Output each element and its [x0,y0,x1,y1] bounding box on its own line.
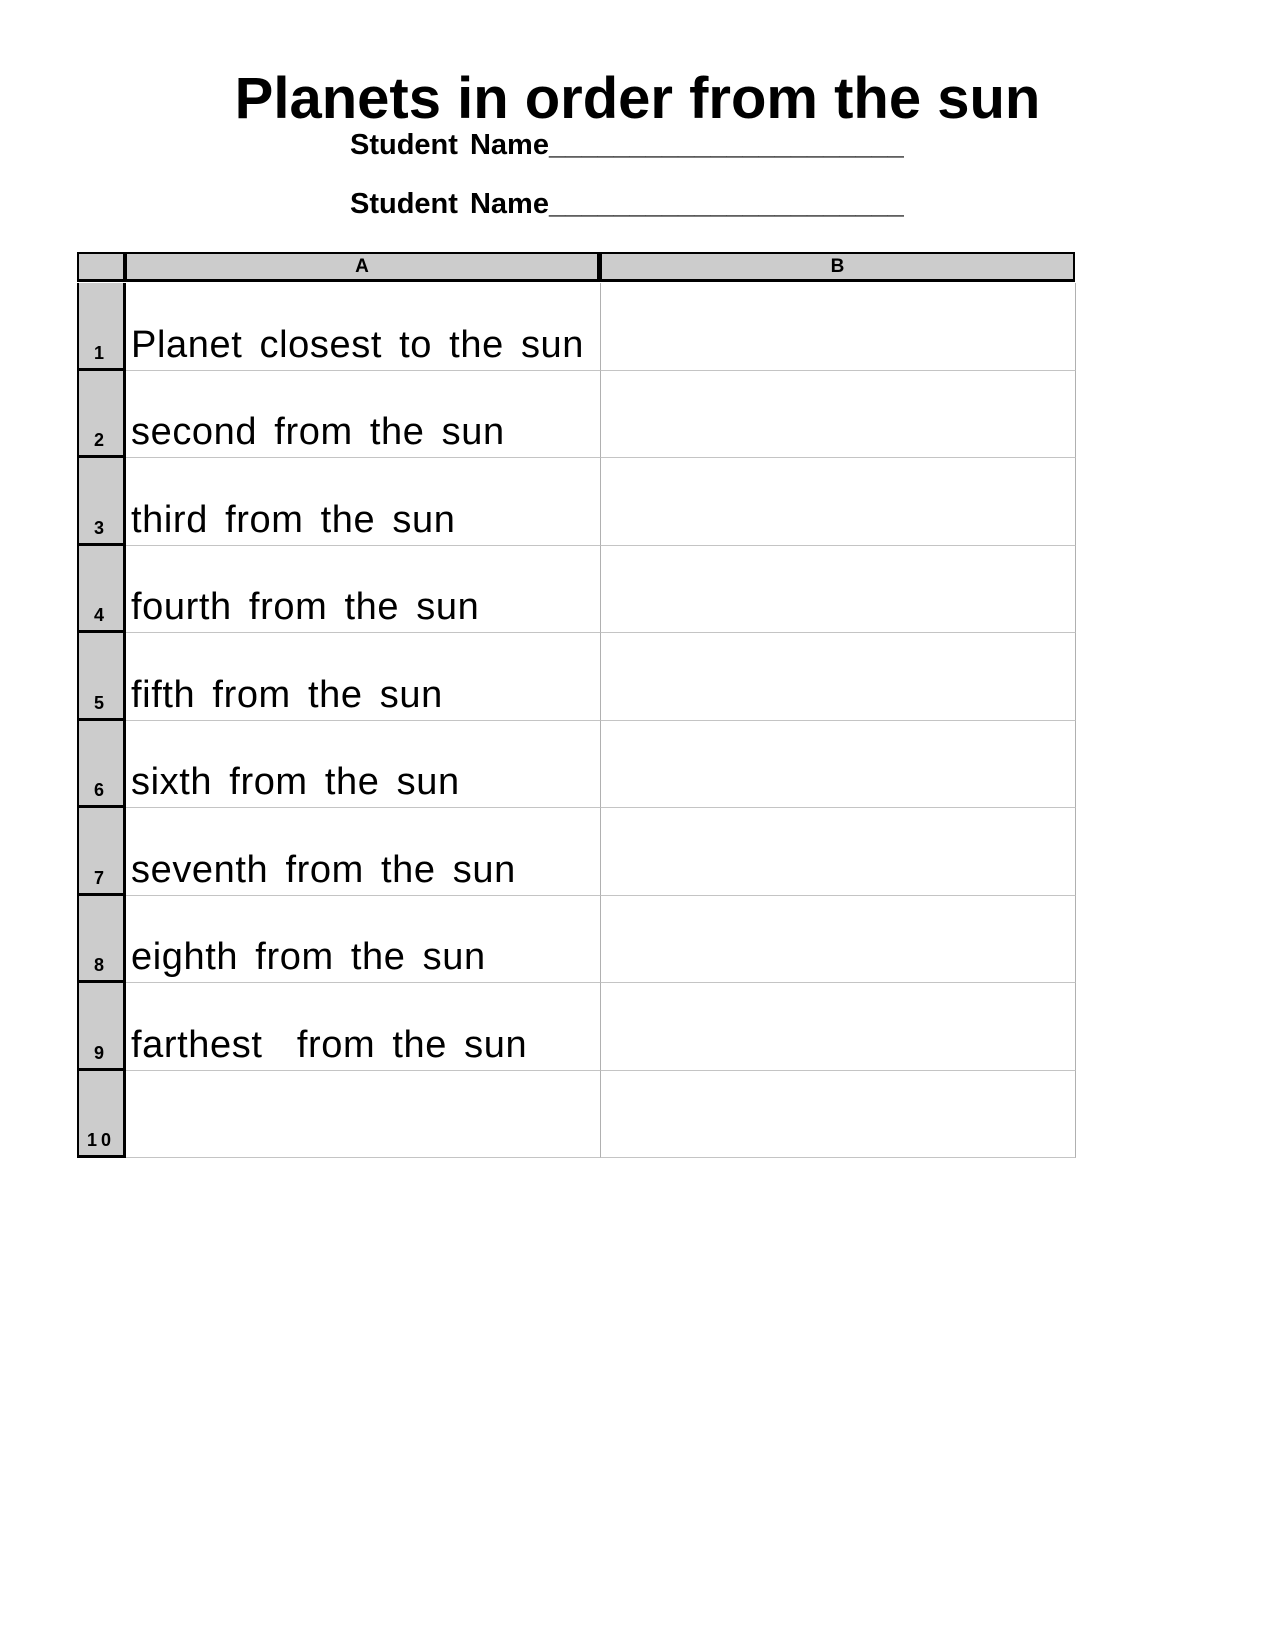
row-header [77,458,126,546]
planets-table [77,252,1077,1158]
table-row [77,721,1077,809]
column-header-a: A [124,252,599,282]
table-row [77,808,1077,896]
cell-text: sixth from the sun [131,761,460,803]
cell-b7[interactable] [601,808,1076,896]
row-number: 9 [93,1042,108,1063]
student-name-line-2: Student Name______________________ [350,188,904,220]
cell-text: second from the sun [131,411,505,453]
cell-b8[interactable] [601,896,1076,984]
table-row [77,371,1077,459]
row-header [77,633,126,721]
row-number: 10 [86,1130,116,1150]
cell-a4 [126,546,601,634]
row-header [77,283,126,371]
cell-text: Planet closest to the sun [131,323,585,366]
cell-b1[interactable] [601,283,1076,371]
cell-a9 [126,983,601,1071]
cell-b5[interactable] [601,633,1076,721]
cell-b6[interactable] [601,721,1076,809]
row-header [77,896,126,984]
table-row [77,896,1077,984]
row-header [77,721,126,809]
cell-text: fourth from the sun [131,586,480,628]
row-number: 1 [93,342,108,363]
cell-b2[interactable] [601,371,1076,459]
cell-a5 [126,633,601,721]
row-header [77,1071,126,1159]
worksheet-title: Planets in order from the sun [234,66,1041,131]
row-number: 5 [93,692,108,713]
cell-a6 [126,721,601,809]
cell-text: eighth from the sun [131,936,486,978]
row-header [77,983,126,1071]
cell-a8 [126,896,601,984]
cell-b10[interactable] [601,1071,1076,1159]
cell-b9[interactable] [601,983,1076,1071]
column-header-row [77,252,1077,283]
student-name-line-1: Student Name______________________ [350,129,904,161]
row-number: 2 [93,430,108,450]
cell-a7 [126,808,601,896]
cell-b4[interactable] [601,546,1076,634]
table-row [77,1071,1077,1159]
table-row [77,983,1077,1071]
row-number: 8 [93,955,108,975]
table-row [77,458,1077,546]
table-row [77,633,1077,721]
row-header [77,371,126,459]
cell-a1 [126,283,601,371]
cell-text: fifth from the sun [131,673,443,716]
cell-text: third from the sun [131,498,456,541]
row-number: 4 [93,605,108,625]
table-row [77,283,1077,371]
cell-a2 [126,371,601,459]
cell-b3[interactable] [601,458,1076,546]
cell-text: farthest from the sun [131,1023,528,1066]
cell-a10[interactable] [126,1071,601,1159]
table-row [77,546,1077,634]
corner-cell [77,252,124,282]
cell-a3 [126,458,601,546]
row-number: 7 [93,867,108,888]
cell-text: seventh from the sun [131,848,516,891]
row-header [77,546,126,634]
column-header-b: B [599,252,1075,282]
row-header [77,808,126,896]
row-number: 3 [93,517,108,538]
row-number: 6 [93,780,108,800]
